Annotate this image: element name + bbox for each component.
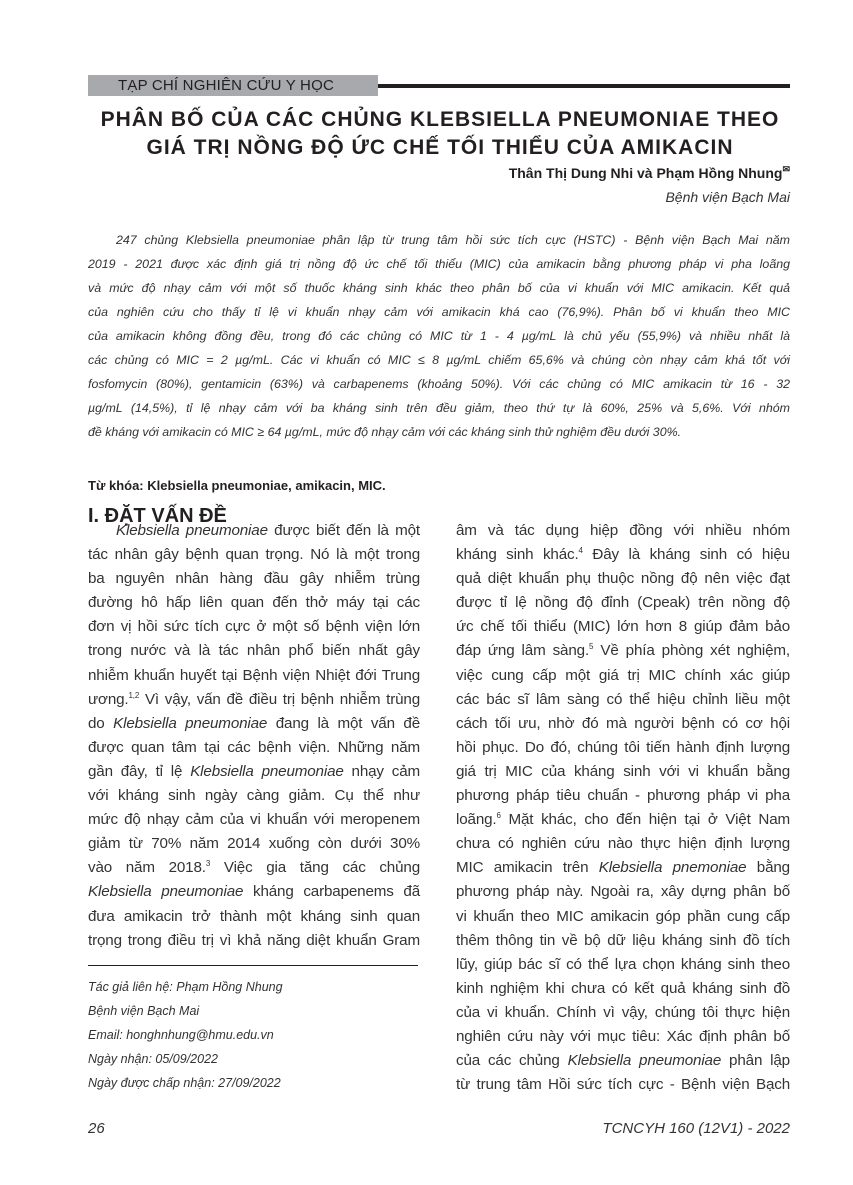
text-run: trong nước và là tác nhân phổ biến nhất gây: [88, 642, 420, 660]
text-run: ức chế tối thiểu (MIC) lớn hơn 8 giúp đảm bảo: [456, 618, 790, 636]
text-run: lũy, giúp bác sĩ có thể lựa chọn kháng sinh theo: [456, 955, 790, 973]
text-line: [456, 784, 790, 808]
text-line: [456, 760, 790, 784]
text-run: ương.: [88, 690, 129, 708]
body-column-left: [88, 519, 420, 953]
text-run: loãng.: [456, 811, 497, 829]
text-run: đơn vị hồi sức tích cực ở một số bệnh viện lớn: [88, 618, 420, 636]
text-run: giá trị MIC của kháng sinh với vi khuẩn bằng: [456, 762, 790, 780]
text-run: đang là một vấn đề: [267, 714, 420, 732]
text-run: Đây là kháng sinh có hiệu: [582, 546, 790, 564]
header-rule: [378, 84, 790, 88]
text-line: [456, 880, 790, 904]
text-run: mức độ nhạy cảm của vi khuẩn với meropenem: [88, 811, 420, 829]
text-run: cách tối ưu, nhờ đó mà người bệnh có cơ hội: [456, 714, 790, 732]
citation-superscript: 4: [578, 546, 583, 556]
text-run: của các chủng: [456, 1052, 568, 1070]
text-line: [456, 808, 790, 832]
text-run: MIC amikacin trên: [456, 859, 599, 877]
text-run: âm và tác dụng hiệp đồng với nhiều nhóm: [456, 522, 790, 539]
text-line: [88, 760, 420, 784]
text-run: hồi phục. Do đó, chúng tôi tiến hành định lượng: [456, 738, 790, 756]
footnote-line: Ngày được chấp nhận: 27/09/2022: [88, 1076, 281, 1090]
text-run: vi khuẩn theo MIC amikacin góp phần cung cấp: [456, 907, 790, 925]
text-run: được biết đến là một: [267, 522, 420, 539]
abstract-line: µg/mL (14,5%), tỉ lệ nhạy cảm với ba kháng sinh trên đều giảm, theo thứ tự là 60%, 25% và 5,6%. Với nhóm: [88, 401, 790, 415]
citation-superscript: 6: [496, 811, 501, 821]
text-line: [88, 543, 420, 567]
text-line: [88, 808, 420, 832]
text-run: việc cung cấp một giá trị MIC chính xác giúp: [456, 666, 790, 684]
text-run: nghiên cứu này với mục tiêu: Xác định phân bố: [456, 1027, 790, 1045]
text-line: [456, 953, 790, 977]
text-line: [456, 832, 790, 856]
text-line: [88, 929, 420, 953]
text-run: ba nguyên nhân hàng đầu gây nhiễm trùng: [88, 570, 420, 588]
footnote-divider: [88, 965, 418, 966]
footnote-line: Bệnh viện Bạch Mai: [88, 1004, 200, 1018]
abstract: [88, 228, 790, 444]
text-line: [88, 567, 420, 591]
abstract-line: fosfomycin (80%), gentamicin (63%) và carbapenems (khoảng 50%). Với các chủng có MIC amikacin từ 16 - 32: [88, 377, 790, 391]
text-line: [88, 905, 420, 929]
text-line: [88, 519, 420, 543]
citation-superscript: 5: [589, 642, 594, 652]
text-run: vào năm 2018.: [88, 859, 206, 877]
keywords: Từ khóa: Klebsiella pneumoniae, amikacin, MIC.: [88, 478, 386, 493]
species-name: Klebsiella pneumoniae: [113, 714, 268, 732]
text-line: [456, 591, 790, 615]
text-line: [456, 929, 790, 953]
abstract-line: các chủng có MIC = 2 µg/mL. Các vi khuẩn có MIC ≤ 8 µg/mL chiếm 65,6% và chúng còn nhạy cảm khá tốt với: [88, 353, 790, 367]
abstract-line: của nghiên cứu cho thấy tỉ lệ vi khuẩn nhạy cảm với amikacin khá cao (76,9%). Phân bố vi khuẩn theo MIC: [88, 305, 790, 319]
text-line: [456, 1025, 790, 1049]
text-line: [456, 543, 790, 567]
text-line: [88, 591, 420, 615]
text-run: đường hô hấp liên quan đến thở máy tại các: [88, 594, 420, 612]
text-run: Về phía phòng xét nghiệm,: [593, 642, 791, 660]
species-name: Klebsiella pnemoniae: [598, 859, 747, 877]
text-line: [456, 519, 790, 543]
text-line: [456, 688, 790, 712]
text-run: của vi khuẩn. Chính vì vậy, chúng tôi thực hiện: [456, 1003, 790, 1021]
text-run: kháng carbapenems đã: [243, 883, 420, 901]
text-line: [456, 856, 790, 880]
text-run: được quan tâm tại các bệnh viện. Những năm: [88, 738, 420, 756]
text-run: phương pháp tiêu chuẩn - phương pháp vi pha: [456, 787, 790, 805]
text-run: nhạy cảm: [343, 762, 420, 780]
page-number: 26: [88, 1120, 105, 1137]
text-run: kinh nghiệm khi chưa có kết quả kháng sinh đồ: [456, 979, 790, 997]
text-line: [88, 664, 420, 688]
abstract-line: đề kháng với amikacin có MIC ≥ 64 µg/mL, mức độ nhạy cảm với các kháng sinh thử nghiệm đều dưới 30%.: [88, 425, 682, 439]
article-title: [80, 106, 800, 162]
text-line: [456, 567, 790, 591]
text-line: [456, 977, 790, 1001]
text-run: với kháng sinh ngày càng giảm. Cụ thể như: [88, 787, 420, 805]
text-line: [456, 712, 790, 736]
text-run: từ trung tâm Hồi sức tích cực - Bệnh viện Bạch: [456, 1076, 790, 1094]
footnotes: [88, 975, 283, 1095]
journal-issue: TCNCYH 160 (12V1) - 2022: [602, 1120, 790, 1137]
text-line: [456, 1049, 790, 1073]
species-name: Klebsiella pneumoniae: [190, 762, 344, 780]
text-line: [456, 1073, 790, 1097]
abstract-line: 2019 - 2021 được xác định giá trị nồng độ ức chế tối thiểu (MIC) của amikacin bằng phương pháp vi pha loãng: [88, 257, 790, 271]
text-run: tác nhân gây bệnh quan trọng. Nó là một trong: [88, 546, 420, 564]
text-line: [456, 905, 790, 929]
text-run: do: [88, 714, 114, 732]
authors: [509, 165, 790, 181]
text-line: [88, 856, 420, 880]
text-run: thêm thông tin về bộ dữ liệu kháng sinh đồ tích: [456, 931, 790, 949]
text-run: Mặt khác, cho đến hiện tại ở Việt Nam: [500, 811, 790, 829]
footnote-line: Ngày nhận: 05/09/2022: [88, 1052, 218, 1066]
text-line: [88, 784, 420, 808]
text-run: Việc gia tăng các chủng: [210, 859, 420, 877]
text-run: bằng: [746, 859, 790, 877]
text-run: kháng sinh khác.: [456, 546, 579, 564]
title-line: GIÁ TRỊ NỒNG ĐỘ ỨC CHẾ TỐI THIỂU CỦA AMIKACIN: [146, 136, 734, 159]
footnote-line: Tác giả liên hệ: Phạm Hồng Nhung: [88, 980, 283, 994]
species-name: Klebsiella pneumoniae: [567, 1052, 722, 1070]
text-line: [456, 639, 790, 663]
citation-superscript: 3: [205, 859, 211, 869]
text-run: phân lập: [721, 1052, 790, 1070]
species-name: Klebsiella pneumoniae: [116, 522, 268, 539]
text-run: các bác sĩ lâm sàng có thể hiệu chỉnh liều một: [456, 690, 790, 708]
text-run: đáp ứng lâm sàng.: [456, 642, 590, 660]
text-run: được tỉ lệ nồng độ đỉnh (Cpeak) trên nồng độ: [456, 594, 790, 612]
text-line: [456, 736, 790, 760]
text-run: đưa amikacin trở thành một kháng sinh quan: [88, 907, 420, 925]
email-icon: ✉: [782, 164, 790, 174]
text-line: [456, 615, 790, 639]
footnote-line: Email: honghnhung@hmu.edu.vn: [88, 1028, 274, 1042]
text-line: [88, 639, 420, 663]
text-line: [88, 832, 420, 856]
text-run: nhiễm khuẩn huyết tại Bệnh viện Nhiệt đới Trung: [88, 666, 420, 684]
section-heading: I. ĐẶT VẤN ĐỀ: [88, 505, 227, 527]
journal-name-banner: [88, 75, 378, 96]
text-run: Vì vậy, vấn đề điều trị bệnh nhiễm trùng: [139, 690, 420, 708]
abstract-line: 247 chủng Klebsiella pneumoniae phân lập từ trung tâm hồi sức tích cực (HSTC) - Bệnh viện Bạch Mai năm: [116, 233, 790, 247]
species-name: Klebsiella pneumoniae: [88, 883, 244, 901]
abstract-line: và mức độ nhạy cảm với một số thuốc kháng sinh khác theo phân bố của vi khuẩn với MIC amikacin. Kết quả: [88, 281, 790, 295]
text-line: [88, 736, 420, 760]
text-line: [456, 664, 790, 688]
text-line: [88, 880, 420, 904]
affiliation: Bệnh viện Bạch Mai: [665, 189, 790, 205]
body-column-right: [456, 519, 790, 1097]
text-run: quả diệt khuẩn phụ thuộc nồng độ nên việc đạt: [456, 570, 790, 588]
text-run: phương pháp này. Ngoài ra, xây dựng phân bố: [456, 883, 790, 901]
text-line: [88, 615, 420, 639]
text-run: gần đây, tỉ lệ: [88, 762, 191, 780]
text-line: [88, 712, 420, 736]
author-names: Thân Thị Dung Nhi và Phạm Hồng Nhung: [508, 165, 783, 181]
citation-superscript: 1,2: [128, 690, 140, 700]
text-run: trọng trong điều trị vì khả năng diệt khuẩn Gram: [88, 931, 420, 949]
text-line: [456, 1001, 790, 1025]
abstract-line: của amikacin không đồng đều, trong đó các chủng có MIC từ 1 - 4 µg/mL là chủ yếu (55,9%) và nhiều nhất là: [88, 329, 790, 343]
text-line: [88, 688, 420, 712]
journal-name: TẠP CHÍ NGHIÊN CỨU Y HỌC: [118, 77, 334, 94]
text-run: chưa có nghiên cứu nào thực hiện định lượng: [456, 835, 790, 853]
text-run: giảm từ 70% năm 2014 xuống còn dưới 30%: [88, 835, 420, 853]
title-line: PHÂN BỐ CỦA CÁC CHỦNG KLEBSIELLA PNEUMONIAE THEO: [100, 108, 780, 131]
